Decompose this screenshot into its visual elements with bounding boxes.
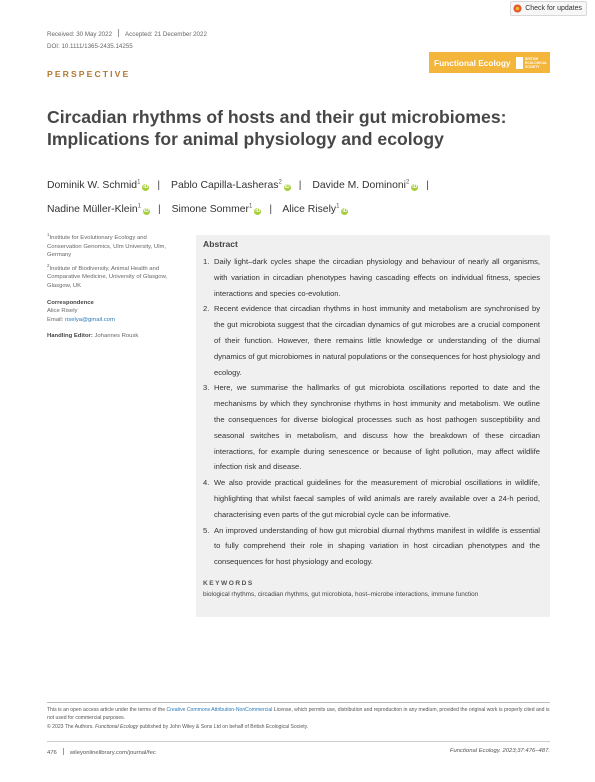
author[interactable]: Davide M. Dominoni$^2$iD [312, 180, 418, 192]
accepted-date: Accepted: 21 December 2022 [125, 31, 207, 38]
handling-editor-name: Johannes Rousk [94, 333, 139, 340]
author[interactable]: Simone Sommer$^1$iD [171, 203, 261, 215]
correspondence-label: Correspondence [47, 299, 94, 306]
bes-logo-mark [516, 57, 523, 69]
author-list: Dominik W. Schmid$^1$iD | Pablo Capilla-Lasheras$^2$iD | Davide M. Dominoni$^2$iD | Nadine Müller-Klein$^1$iD | Simone Sommer$^1$iD | Alice Risely$^1$iD [47, 180, 429, 215]
abstract-item: 2. Recent evidence that circadian rhythms in host immunity and metabolism are synchronised by the gut microbiota suggest that the circadian dynamics of gut microbes are a crucial component of their function. However, there remains little knowledge or understanding of the diurnal dynamics of gut microbiomes in natural populations or the consequences for host physiology and ecology. [203, 304, 540, 377]
side-column [47, 231, 175, 341]
bes-logo-text: BRITISH ECOLOGICAL SOCIETY [525, 56, 547, 69]
author[interactable]: Nadine Müller-Klein$^1$iD [47, 203, 150, 215]
journal-banner [429, 52, 550, 73]
orcid-icon[interactable]: iD [412, 184, 418, 191]
orcid-icon[interactable]: iD [284, 184, 290, 191]
license-text: This is an open access article under the terms of the Creative Commons Attribution-NonCommercial License, which permits use, distribution and reproduction in any medium, provided the original work is properly cited and is not used for commercial purposes. © 2023 The Authors. Functional Ecology published by John Wiley & Sons Ltd on behalf of British Ecological Society. [47, 707, 550, 730]
check-updates-label: Check for updates [525, 5, 582, 12]
received-date: Received: 30 May 2022 [47, 31, 113, 38]
correspondence-name: Alice Risely [47, 308, 78, 315]
handling-editor-label: Handling Editor: [47, 333, 93, 340]
handling-editor [47, 332, 175, 341]
citation: Functional Ecology. 2023;37:476–487. [449, 748, 550, 754]
check-for-updates-button[interactable] [510, 1, 587, 16]
affiliation: $^1$Institute for Evolutionary Ecology and Conservation Genomics, Ulm University, Ulm, Germany [47, 232, 167, 259]
abstract-item: 1. Daily light–dark cycles shape the circadian physiology and behaviour of nearly all organisms, with variation in circadian phenotypes having cascading effects on individual fitness, species interactions and species co-evolution. [203, 257, 540, 298]
abstract-heading: Abstract [203, 239, 238, 249]
email-link[interactable]: riselya@gmail.com [65, 316, 115, 323]
article-title: Circadian rhythms of hosts and their gut microbiomes: Implications for animal physiology and ecology [47, 107, 507, 149]
affiliation: $^2$Institute of Biodiversity, Animal Health and Comparative Medicine, University of Glasgow, Glasgow, UK [47, 262, 168, 289]
dates-line [47, 29, 207, 38]
orcid-icon[interactable]: iD [143, 184, 149, 191]
journal-name: Functional Ecology [434, 57, 511, 68]
cc-license-link[interactable]: Creative Commons Attribution-NonCommercial [166, 707, 273, 713]
keywords-heading: KEYWORDS [203, 580, 254, 587]
abstract-list [200, 254, 540, 570]
bes-logo [516, 54, 547, 71]
correspondence [47, 299, 175, 325]
section-label: PERSPECTIVE [47, 69, 131, 79]
author[interactable]: Pablo Capilla-Lasheras$^2$iD [171, 180, 290, 192]
check-updates-icon [513, 4, 522, 13]
author[interactable]: Alice Risely$^1$iD [282, 203, 348, 215]
doi[interactable]: DOI: 10.1111/1365-2435.14255 [47, 43, 133, 50]
journal-site-link[interactable]: wileyonlinelibrary.com/journal/fec [69, 750, 156, 756]
orcid-icon[interactable]: iD [144, 207, 150, 214]
footer-divider [47, 741, 550, 742]
author[interactable]: Dominik W. Schmid$^1$iD [47, 180, 149, 192]
page-footer [47, 748, 550, 756]
page-number: 476 [47, 750, 57, 756]
email-label: Email: [47, 316, 64, 323]
keywords: biological rhythms, circadian rhythms, gut microbiota, host–microbe interactions, immune function [203, 591, 479, 598]
divider [47, 702, 550, 703]
abstract-item: 5. An improved understanding of how gut microbial diurnal rhythms manifest in wildlife is essential to fully comprehend their role in shaping variation in host circadian phenotypes and the consequences for host physiology and ecology. [203, 525, 540, 567]
abstract-item: 3. Here, we summarise the hallmarks of gut microbiota oscillations reported to date and the mechanisms by which they synchronise rhythms in host immunity and metabolism. We outline the consequences for diverse biological processes such as host pathogen susceptibility and seasonal switches in metabolism, and discuss how the breakdown of these circadian interactions, for example during senescence or because of light pollution, may affect wildlife infection risk and disease. [203, 383, 540, 472]
abstract-item: 4. We also provide practical guidelines for the measurement of microbial oscillations in wildlife, highlighting that whilst faecal samples of wild animals are rarely available over a 24-h period, characterising even parts of the gut microbial cycle can be informative. [203, 478, 540, 519]
orcid-icon[interactable]: iD [342, 207, 348, 214]
abstract-box [196, 235, 550, 617]
orcid-icon[interactable]: iD [255, 207, 261, 214]
